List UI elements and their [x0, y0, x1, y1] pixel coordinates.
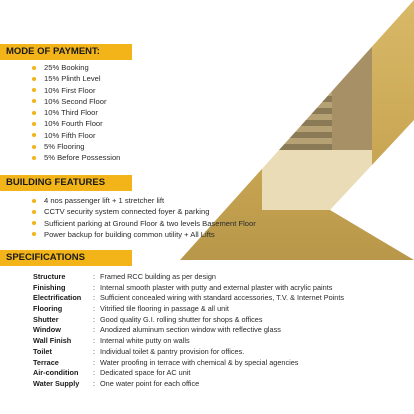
spec-value: Individual toilet & pantry provision for offices. — [100, 346, 245, 356]
feature-item — [32, 195, 256, 206]
feature-item-text: CCTV security system connected foyer & parking — [44, 207, 210, 217]
spec-colon: : — [92, 368, 96, 378]
spec-row — [33, 336, 403, 347]
payment-heading: MODE OF PAYMENT: — [0, 44, 132, 60]
spec-value: Vitrified tile flooring in passage & all unit — [100, 304, 229, 314]
spec-value: One water point for each office — [100, 378, 200, 388]
spec-value: Anodized aluminum section window with reflective glass — [100, 325, 281, 335]
circle-bullet-icon — [32, 66, 36, 70]
payment-item — [32, 118, 120, 129]
circle-bullet-icon — [32, 232, 36, 236]
spec-colon: : — [92, 378, 96, 388]
payment-item-text: 5% Before Possession — [44, 153, 121, 163]
payment-item-text: 5% Flooring — [44, 142, 85, 152]
payment-item-text: 10% Third Floor — [44, 108, 98, 118]
payment-item-text: 10% Fourth Floor — [44, 119, 103, 129]
spec-row — [33, 347, 403, 358]
spec-value: Sufficient concealed wiring with standard accessories, T.V. & Internet Points — [100, 293, 345, 303]
spec-label: Toilet — [33, 346, 52, 356]
specifications-table — [33, 272, 403, 390]
spec-value: Framed RCC building as per design — [100, 272, 216, 281]
specifications-heading: SPECIFICATIONS — [0, 250, 132, 266]
payment-item-text: 10% Second Floor — [44, 96, 107, 106]
spec-label: Terrace — [33, 357, 59, 367]
payment-item-text: 10% First Floor — [44, 85, 96, 95]
payment-item — [32, 107, 120, 118]
circle-bullet-icon — [32, 88, 36, 92]
spec-colon: : — [92, 357, 96, 367]
feature-item — [32, 218, 256, 229]
circle-bullet-icon — [32, 221, 36, 225]
spec-row — [33, 272, 403, 283]
circle-bullet-icon — [32, 133, 36, 137]
spec-row — [33, 293, 403, 304]
features-list — [32, 195, 256, 240]
circle-bullet-icon — [32, 122, 36, 126]
spec-label: Water Supply — [33, 378, 80, 388]
feature-item-text: Sufficient parking at Ground Floor & two levels Basement Floor — [44, 218, 256, 228]
spec-colon: : — [92, 304, 96, 314]
spec-value: Internal white putty on walls — [100, 336, 190, 346]
spec-value: Good quality G.I. rolling shutter for shops & offices — [100, 314, 263, 324]
circle-bullet-icon — [32, 199, 36, 203]
spec-colon: : — [92, 282, 96, 292]
payment-item — [32, 85, 120, 96]
circle-bullet-icon — [32, 145, 36, 149]
spec-label: Structure — [33, 272, 66, 281]
circle-bullet-icon — [32, 99, 36, 103]
features-heading: BUILDING FEATURES — [0, 175, 132, 191]
spec-colon: : — [92, 293, 96, 303]
spec-label: Air-condition — [33, 368, 79, 378]
spec-row — [33, 358, 403, 369]
payment-item-text: 25% Booking — [44, 63, 89, 72]
spec-label: Electrification — [33, 293, 82, 303]
payment-list — [32, 62, 120, 164]
circle-bullet-icon — [32, 111, 36, 115]
payment-item — [32, 62, 120, 73]
payment-item — [32, 141, 120, 152]
spec-label: Window — [33, 325, 61, 335]
spec-row — [33, 325, 403, 336]
spec-colon: : — [92, 346, 96, 356]
payment-item — [32, 96, 120, 107]
spec-value: Water proofing in terrace with chemical & by special agencies — [100, 357, 299, 367]
spec-colon: : — [92, 272, 96, 281]
circle-bullet-icon — [32, 77, 36, 81]
feature-item — [32, 206, 256, 217]
payment-item — [32, 152, 120, 163]
spec-colon: : — [92, 336, 96, 346]
payment-item-text: 15% Plinth Level — [44, 74, 101, 84]
spec-value: Internal smooth plaster with putty and external plaster with acrylic paints — [100, 282, 333, 292]
payment-item — [32, 130, 120, 141]
circle-bullet-icon — [32, 210, 36, 214]
feature-item-text: 4 nos passenger lift + 1 stretcher lift — [44, 196, 165, 205]
feature-item-text: Power backup for building common utility + All Lifts — [44, 229, 215, 239]
spec-label: Shutter — [33, 314, 59, 324]
spec-row — [33, 368, 403, 379]
spec-row — [33, 315, 403, 326]
spec-row — [33, 283, 403, 294]
spec-label: Flooring — [33, 304, 63, 314]
spec-colon: : — [92, 325, 96, 335]
spec-label: Finishing — [33, 282, 66, 292]
circle-bullet-icon — [32, 156, 36, 160]
spec-value: Dedicated space for AC unit — [100, 368, 191, 378]
spec-row — [33, 304, 403, 315]
spec-colon: : — [92, 314, 96, 324]
payment-item — [32, 73, 120, 84]
feature-item — [32, 229, 256, 240]
payment-item-text: 10% Fifth Floor — [44, 130, 96, 140]
spec-label: Wall Finish — [33, 336, 72, 346]
spec-row — [33, 379, 403, 390]
